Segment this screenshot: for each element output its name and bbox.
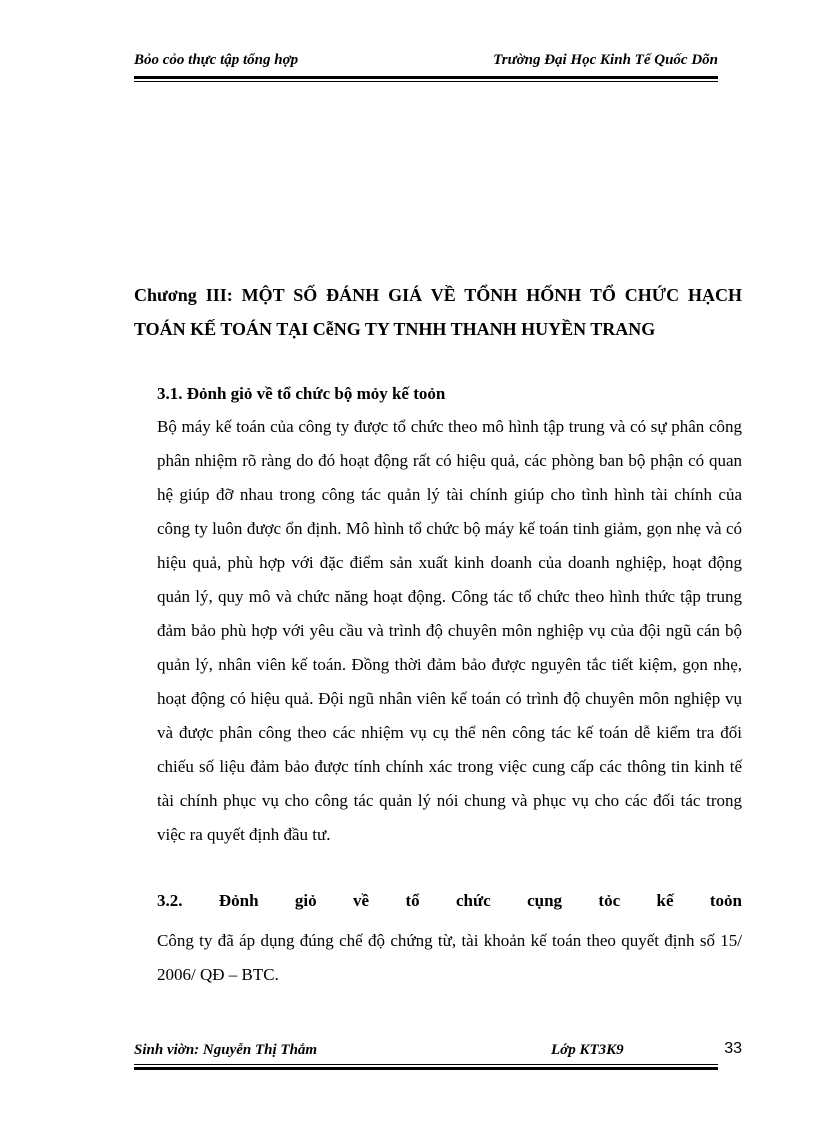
footer-rule-thin [134, 1064, 718, 1065]
section-3-1-body: Bộ máy kế toán của công ty được tổ chức theo mô hình tập trung và có sự phân công phân nhiệm rõ ràng do đó hoạt động rất có hiệu quả, các phòng ban bộ phận có quan hệ giúp đỡ nhau trong công tác quản lý tài chính giúp cho tình hình tài chính của công ty luôn được ổn định. Mô hình tổ chức bộ máy kế toán tinh giảm, gọn nhẹ và có hiệu quả, phù hợp với đặc điểm sản xuất kinh doanh của doanh nghiệp, hoạt động quản lý, quy mô và chức năng hoạt động. Công tác tổ chức theo hình thức tập trung đảm bảo phù hợp với yêu cầu và trình độ chuyên môn nghiệp vụ của đội ngũ cán bộ quản lý, nhân viên kế toán. Đồng thời đảm bảo được nguyên tắc tiết kiệm, gọn nhẹ, hoạt động có hiệu quả. Đội ngũ nhân viên kế toán có trình độ chuyên môn nghiệp vụ và được phân công theo các nhiệm vụ cụ thể nên công tác kế toán dễ kiểm tra đối chiếu số liệu đảm bảo được tính chính xác trong việc cung cấp các thông tin kinh tế tài chính phục vụ cho công tác quản lý nói chung và phục vụ cho các đối tác trong việc ra quyết định đầu tư. [157, 417, 742, 844]
footer-student-name: Sinh viờn: Nguyễn Thị Thắm [134, 1042, 318, 1058]
chapter-heading [134, 278, 742, 346]
section-3-2-title: 3.2. Đỏnh giỏ về tổ chức cụng tỏc kế toỏn [157, 891, 742, 910]
footer-rule-thick [134, 1067, 718, 1070]
section-3-1-title: 3.1. Đỏnh giỏ về tổ chức bộ mỏy kế toỏn [157, 384, 446, 403]
chapter-heading-line-1: Chương III: MỘT SỐ ĐÁNH GIÁ VỀ TỔNH HỐNH TỔ CHỨC HẠCH [134, 285, 742, 305]
header-rule-thick [134, 76, 718, 79]
footer-class: Lớp KT3K9 [551, 1042, 624, 1058]
header-rule-thin [134, 81, 718, 82]
chapter-heading-line-2: TOÁN KẾ TOÁN TẠI CễNG TY TNHH THANH HUYỀN TRANG [134, 319, 656, 339]
page-header [134, 50, 718, 76]
section-3-2-body: Công ty đã áp dụng đúng chế độ chứng từ, tài khoản kế toán theo quyết định số 15/ 2006/ QĐ – BTC. [157, 931, 742, 984]
header-university: Trường Đại Học Kinh Tế Quốc Dõn [493, 52, 718, 68]
header-report-title: Bỏo cỏo thực tập tổng hợp [134, 52, 299, 68]
page-footer [134, 1042, 742, 1066]
page-number: 33 [724, 1040, 742, 1057]
